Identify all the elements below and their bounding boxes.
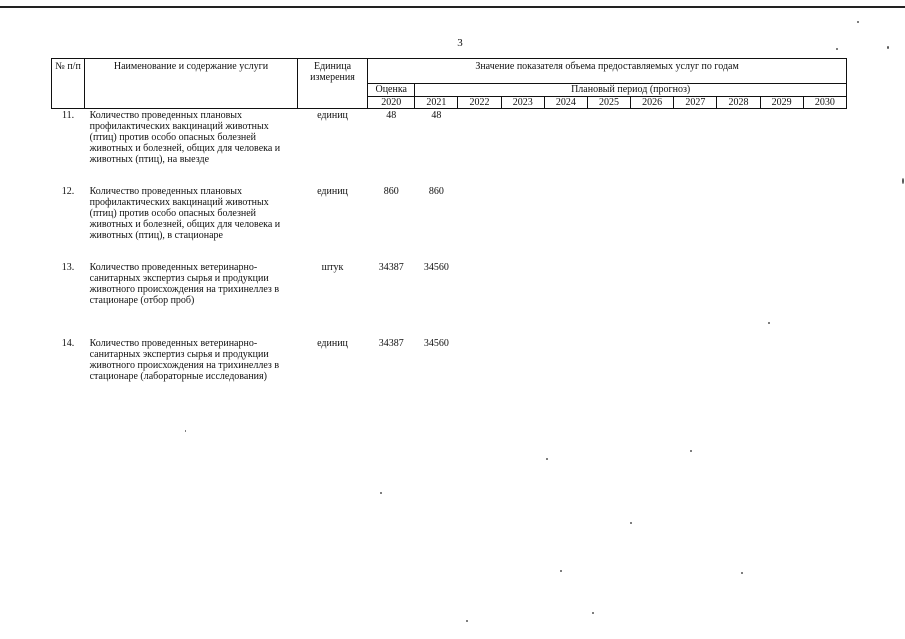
table-row [52,262,847,338]
header-unit: Единица измерения [297,59,367,109]
header-values-group: Значение показателя объема предоставляемых услуг по годам [368,59,847,84]
row-number: 14. [61,338,75,349]
row-number: 12. [61,186,75,197]
header-year-2030: 2030 [803,97,846,109]
scan-speck [592,612,594,614]
scan-speck [185,430,186,432]
header-forecast: Плановый период (прогноз) [415,84,847,97]
top-border-line [0,6,905,8]
row-description: Количество проведенных плановых профилактических вакцинаций животных (птиц) против особо опасных болезней животных и болезней, общих для человека и животных (птиц), в стационаре [89,186,281,241]
header-year-2020: 2020 [368,97,415,109]
row-unit: штук [321,262,344,273]
scan-speck [836,48,838,50]
services-table [51,58,847,414]
header-year-2022: 2022 [458,97,501,109]
scan-speck [690,450,692,452]
row-unit: единиц [317,338,348,349]
row-value-2021: 860 [428,186,444,197]
row-value-2021: 34560 [423,262,449,273]
row-estimate-2020: 48 [386,110,397,121]
scan-speck [902,178,904,184]
row-value-2021: 48 [431,110,442,121]
scan-speck [630,522,632,524]
row-description: Количество проведенных ветеринарно-санитарных экспертиз сырья и продукции животного происхождения на трихинеллез в стационаре (лабораторные исследования) [89,338,280,382]
header-year-2024: 2024 [544,97,587,109]
row-unit: единиц [317,110,348,121]
row-value-2021: 34560 [423,338,449,349]
scan-speck [741,572,743,574]
row-unit: единиц [317,186,348,197]
header-year-2025: 2025 [587,97,630,109]
table-row [52,109,847,187]
row-number: 13. [61,262,75,273]
row-estimate-2020: 860 [383,186,399,197]
header-year-2027: 2027 [674,97,717,109]
scan-speck [768,322,770,324]
header-year-2028: 2028 [717,97,760,109]
row-number: 11. [61,110,75,121]
header-num: № п/п [52,59,85,109]
header-year-2021: 2021 [415,97,458,109]
scan-speck [857,21,859,23]
row-description: Количество проведенных плановых профилактических вакцинаций животных (птиц) против особо опасных болезней животных и болезней, общих для человека и животных (птиц), на выезде [89,110,281,165]
page-number: 3 [457,37,463,49]
scan-speck [466,620,468,622]
scan-speck [887,46,889,49]
row-estimate-2020: 34387 [378,338,404,349]
header-year-2029: 2029 [760,97,803,109]
row-description: Количество проведенных ветеринарно-санитарных экспертиз сырья и продукции животного происхождения на трихинеллез в стационаре (отбор проб) [89,262,280,306]
table-row [52,186,847,262]
header-year-2026: 2026 [631,97,674,109]
header-estimate: Оценка [368,84,415,97]
scan-speck [560,570,562,572]
table-row [52,338,847,414]
header-name: Наименование и содержание услуги [85,59,298,109]
scan-speck [380,492,382,494]
header-year-2023: 2023 [501,97,544,109]
scan-speck [546,458,548,460]
row-estimate-2020: 34387 [378,262,404,273]
